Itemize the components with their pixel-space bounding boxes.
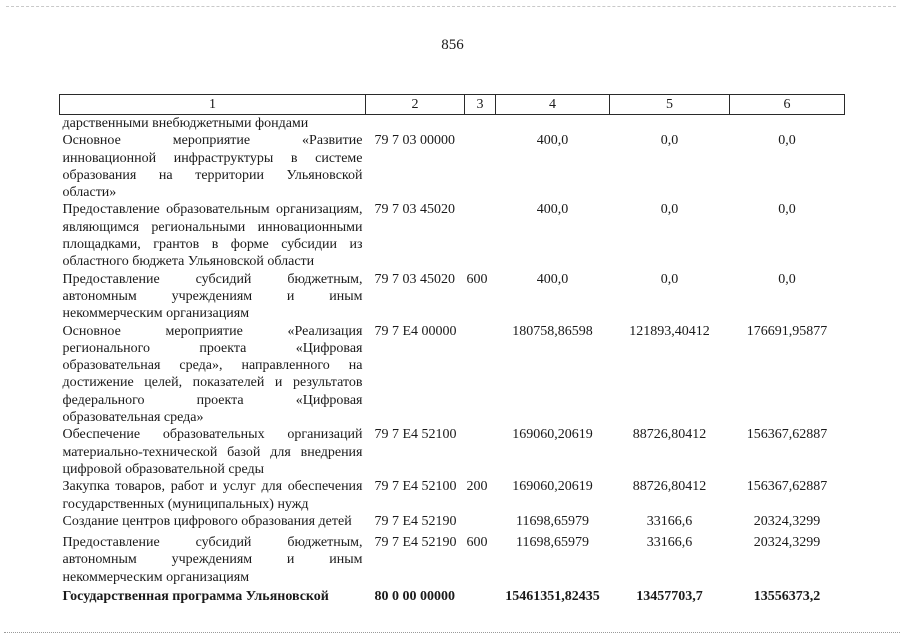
row-value-6: 0,0: [778, 133, 796, 149]
row-name: дарственными внебюджетными фондами: [62, 116, 309, 131]
row-value-4: 400,0: [536, 271, 569, 287]
row-name: Предоставление образовательным организациям, являющимся региональными инновационными площадками, грантов в форме субсидии из областного бюджета Ульяновской области: [62, 202, 363, 270]
row-value-6: 0,0: [778, 271, 796, 287]
row-value-4: 11698,65979: [516, 513, 589, 529]
table-row: [60, 323, 845, 427]
row-value-5: 13457703,7: [636, 589, 703, 605]
header-col-1: 1: [60, 95, 366, 115]
row-value-6: 13556373,2: [753, 589, 821, 605]
row-value-6: 176691,95877: [746, 323, 828, 339]
row-code: 79 7 E4 00000: [374, 323, 457, 339]
row-kind: [465, 323, 496, 427]
row-name: Государственная программа Ульяновской: [62, 589, 329, 605]
row-kind: [465, 426, 496, 478]
row-value-6: 20324,3299: [753, 513, 821, 529]
row-value-5: 33166,6: [646, 513, 693, 529]
budget-table: [59, 94, 845, 605]
row-code: 79 7 03 45020: [374, 271, 455, 287]
row-value-5: 33166,6: [646, 535, 693, 551]
header-col-3: 3: [465, 95, 496, 115]
row-value-5: 88726,80412: [632, 479, 707, 495]
table-row: [60, 132, 845, 201]
row-kind: [465, 586, 496, 605]
row-kind: [465, 132, 496, 201]
row-kind: [465, 201, 496, 270]
row-code: 79 7 E4 52190: [374, 513, 457, 529]
table-row: [60, 115, 845, 133]
row-value-4: 11698,65979: [516, 535, 589, 551]
table-row: [60, 426, 845, 478]
row-name: Основное мероприятие «Реализация регионального проекта «Цифровая образовательная среда», направленного на достижение целей, показателей и результатов федерального проекта «Цифровая образовательная среда»: [62, 323, 363, 426]
page-number: 856: [441, 37, 464, 53]
row-value-5: 0,0: [660, 271, 679, 287]
row-value-6: 156367,62887: [746, 479, 828, 495]
row-name: Основное мероприятие «Развитие инновационной инфраструктуры в системе образования на территории Ульяновской области»: [62, 133, 363, 201]
row-value-6: 156367,62887: [746, 427, 828, 443]
table-row-total: [60, 586, 845, 605]
row-name: Закупка товаров, работ и услуг для обеспечения государственных (муниципальных) нужд: [62, 479, 363, 512]
header-col-6: 6: [730, 95, 845, 115]
scan-edge-bottom: [4, 632, 900, 633]
header-col-4: 4: [496, 95, 610, 115]
row-code: 80 0 00 00000: [374, 589, 455, 605]
row-value-5: [610, 115, 730, 133]
table-row: [60, 271, 845, 323]
row-value-5: 0,0: [660, 202, 679, 218]
header-col-2: 2: [366, 95, 465, 115]
row-value-5: 121893,40412: [629, 323, 710, 339]
header-row: [60, 95, 845, 115]
table-row: [60, 201, 845, 270]
row-name: Предоставление субсидий бюджетным, автономным учреждениям и иным некоммерческим организациям: [62, 271, 363, 322]
row-code: 79 7 E4 52100: [374, 479, 457, 495]
row-kind: 600: [466, 271, 488, 287]
row-value-4: 180758,86598: [512, 323, 593, 339]
row-name: Создание центров цифрового образования детей: [62, 513, 352, 529]
header-col-5: 5: [610, 95, 730, 115]
scan-edge-top: [6, 6, 896, 7]
row-name: Обеспечение образовательных организаций материально-технической базой для внедрения цифровой образовательной среды: [62, 427, 363, 477]
row-kind: 600: [466, 535, 488, 551]
table-header: [60, 95, 845, 115]
table-body: [60, 115, 845, 606]
row-value-6: 0,0: [778, 202, 796, 218]
row-value-5: 88726,80412: [632, 427, 707, 443]
row-value-6: [730, 115, 845, 133]
table-row: [60, 513, 845, 530]
table-row: [60, 478, 845, 513]
row-name: Предоставление субсидий бюджетным, автономным учреждениям и иным некоммерческим организациям: [62, 535, 363, 585]
row-code: 79 7 E4 52100: [374, 427, 457, 443]
row-code: [366, 115, 465, 133]
row-value-4: 400,0: [536, 133, 569, 149]
row-kind: 200: [466, 479, 488, 495]
row-value-4: 400,0: [536, 202, 569, 218]
row-kind: [465, 513, 496, 530]
row-value-4: [496, 115, 610, 133]
row-value-6: 20324,3299: [753, 535, 821, 551]
row-value-4: 15461351,82435: [505, 589, 600, 605]
row-value-4: 169060,20619: [512, 479, 593, 495]
row-code: 79 7 03 00000: [374, 133, 455, 149]
row-code: 79 7 03 45020: [374, 202, 455, 218]
row-code: 79 7 E4 52190: [374, 535, 457, 551]
row-value-5: 0,0: [660, 133, 679, 149]
row-kind: [465, 115, 496, 133]
row-value-4: 169060,20619: [512, 427, 593, 443]
table-row: [60, 530, 845, 586]
